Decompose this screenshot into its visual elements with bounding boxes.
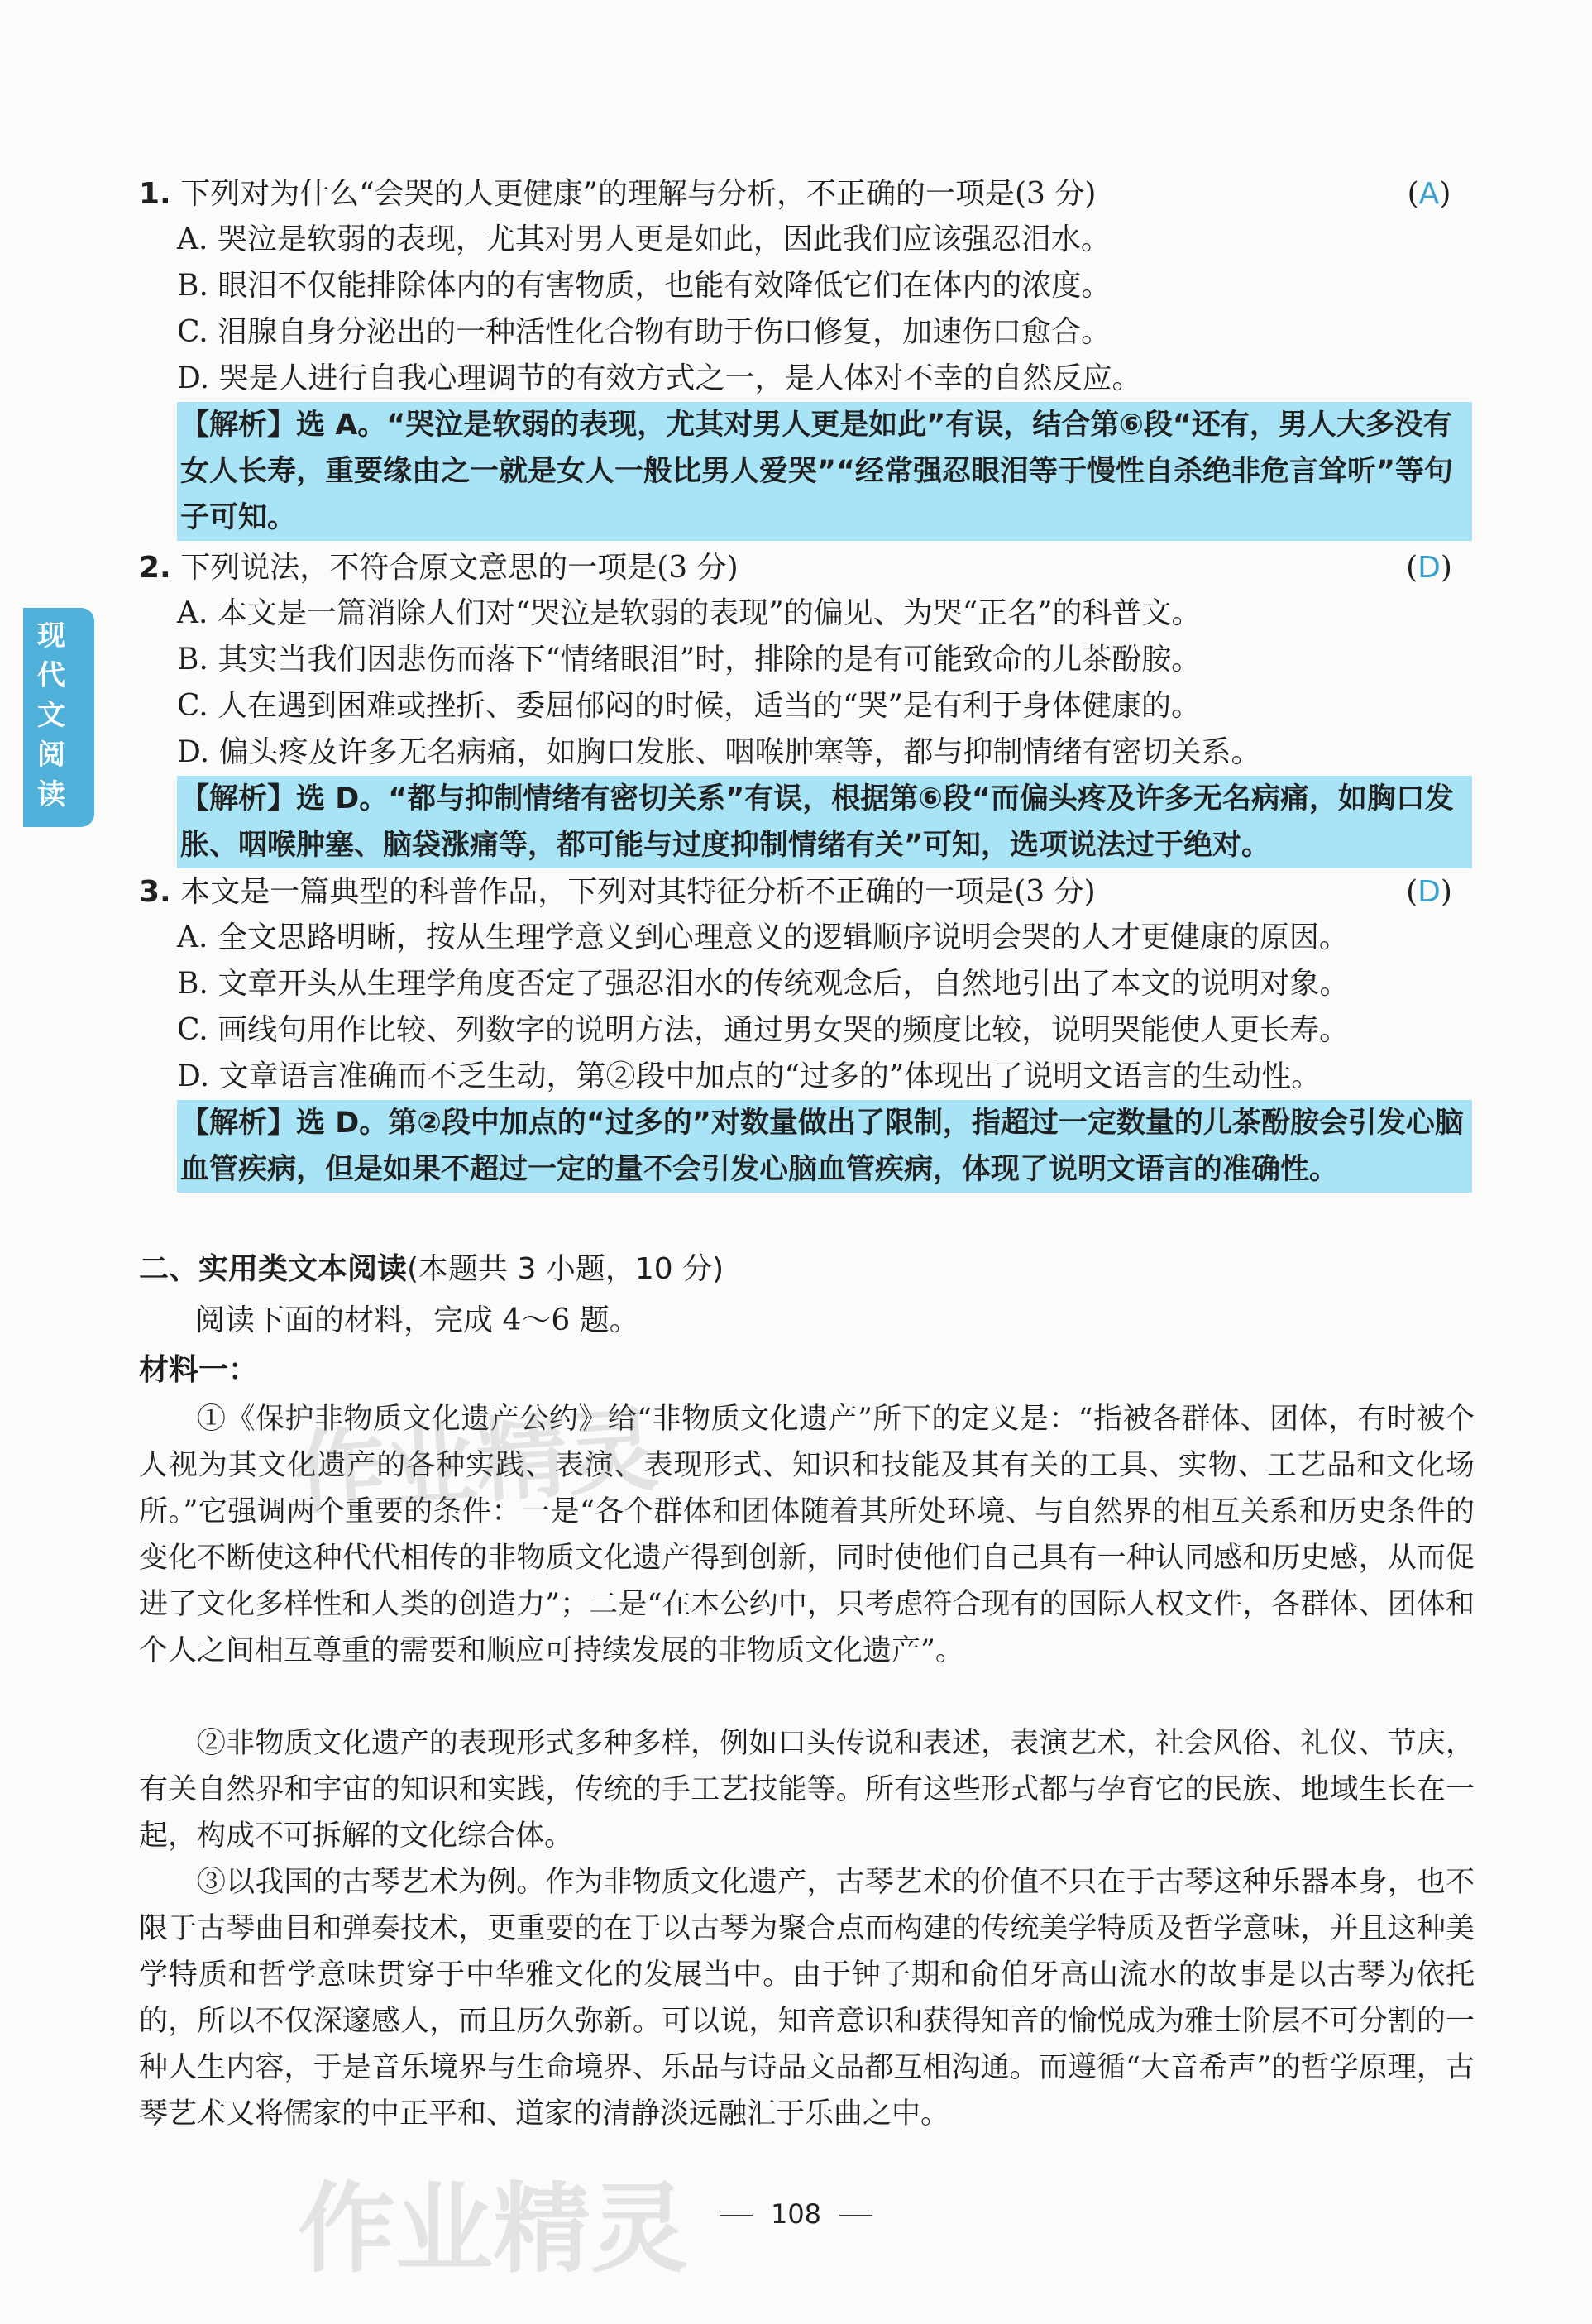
question-3 <box>139 870 1475 1193</box>
footer-dash <box>839 2215 872 2216</box>
paragraph-1: ①《保护非物质文化遗产公约》给“非物质文化遗产”所下的定义是：“指被各群体、团体，有时被个人视为其文化遗产的各种实践、表演、表现形式、知识和技能及其有关的工具、实物、工艺品和文化场所。”它强调两个重要的条件：一是“各个群体和团体随着其所处环境、与自然界的相互关系和历史条件的变化不断使这种代代相传的非物质文化遗产得到创新，同时使他们自己具有一种认同感和历史感，从而促进了文化多样性和人类的创造力”；二是“在本公约中，只考虑符合现有的国际人权文件，各群体、团体和个人之间相互尊重的需要和顺应可持续发展的非物质文化遗产”。 <box>139 1403 1475 1667</box>
question-stem <box>139 172 1475 217</box>
watermark: 作业精灵 <box>298 2172 689 2286</box>
analysis-text: 选 A。“哭泣是软弱的表现，尤其对男人更是如此”有误，结合第⑥段“还有，男人大多没有女人长寿，重要缘由之一就是女人一般比男人爱哭”“经常强忍眼泪等于慢性自杀绝非危言耸听”等句子可知。 <box>180 409 1454 534</box>
question-number: 1. <box>139 177 171 211</box>
analysis-label: 【解析】 <box>180 1107 297 1140</box>
side-tab-label: 现代文阅读 <box>37 619 65 811</box>
answer-letter: D <box>1418 875 1441 909</box>
option-b: B. 其实当我们因悲伤而落下“情绪眼泪”时，排除的是有可能致命的儿茶酚胺。 <box>177 643 1202 677</box>
option-a: A. 全文思路明晰，按从生理学意义到心理意义的逻辑顺序说明会哭的人才更健康的原因。 <box>177 921 1349 954</box>
watermark: 作业精灵 <box>290 1396 662 1528</box>
analysis-box <box>177 402 1472 541</box>
option-c: C. 画线句用作比较、列数字的说明方法，通过男女哭的频度比较，说明哭能使人更长寿。 <box>177 1013 1350 1047</box>
option-d: D. 文章语言准确而不乏生动，第②段中加点的“过多的”体现出了说明文语言的生动性。 <box>177 1059 1322 1093</box>
analysis-label: 【解析】 <box>180 782 297 815</box>
analysis-label: 【解析】 <box>180 409 297 442</box>
option-d: D. 偏头疼及许多无名病痛，如胸口发胀、咽喉肿塞等，都与抑制情绪有密切关系。 <box>177 735 1261 769</box>
answer-slot: (A) <box>1407 177 1451 211</box>
option-c: C. 泪腺自身分泌出的一种活性化合物有助于伤口修复，加速伤口愈合。 <box>177 315 1112 349</box>
question-text: 本文是一篇典型的科普作品，下列对其特征分析不正确的一项是(3 分) <box>180 875 1096 909</box>
question-1 <box>139 172 1475 541</box>
answer-slot: (D) <box>1406 875 1452 909</box>
option-c: C. 人在遇到困难或挫折、委屈郁闷的时候，适当的“哭”是有利于身体健康的。 <box>177 689 1201 723</box>
option-d: D. 哭是人进行自我心理调节的有效方式之一，是人体对不幸的自然反应。 <box>177 361 1142 395</box>
option-b: B. 文章开头从生理学角度否定了强忍泪水的传统观念后，自然地引出了本文的说明对象。 <box>177 967 1350 1001</box>
option-b: B. 眼泪不仅能排除体内的有害物质，也能有效降低它们在体内的浓度。 <box>177 269 1112 303</box>
analysis-box <box>177 1100 1472 1193</box>
section-subtitle: (本题共 3 小题，10 分) <box>407 1252 724 1286</box>
page-footer <box>0 2198 1592 2230</box>
analysis-box <box>177 776 1472 868</box>
question-stem <box>139 546 1475 591</box>
question-2 <box>139 546 1475 868</box>
paragraph-3: ③以我国的古琴艺术为例。作为非物质文化遗产，古琴艺术的价值不只在于古琴这种乐器本身，也不限于古琴曲目和弹奏技术，更重要的在于以古琴为聚合点而构建的传统美学特质及哲学意味，并且这种美学特质和哲学意味贯穿于中华雅文化的发展当中。由于钟子期和俞伯牙高山流水的故事是以古琴为依托的，所以不仅深邃感人，而且历久弥新。可以说，知音意识和获得知音的愉悦成为雅士阶层不可分割的一种人生内容，于是音乐境界与生命境界、乐品与诗品文品都互相沟通。而遵循“大音希声”的哲学原理，古琴艺术又将儒家的中正平和、道家的清静淡远融汇于乐曲之中。 <box>139 1866 1475 2130</box>
page-number: 108 <box>770 2198 822 2230</box>
answer-letter: A <box>1418 177 1440 211</box>
question-text: 下列说法，不符合原文意思的一项是(3 分) <box>180 551 739 585</box>
question-text: 下列对为什么“会哭的人更健康”的理解与分析，不正确的一项是(3 分) <box>180 177 1097 211</box>
option-a: A. 本文是一篇消除人们对“哭泣是软弱的表现”的偏见、为哭“正名”的科普文。 <box>177 596 1202 630</box>
paragraph-2: ②非物质文化遗产的表现形式多种多样，例如口头传说和表述，表演艺术，社会风俗、礼仪、节庆，有关自然界和宇宙的知识和实践，传统的手工艺技能等。所有这些形式都与孕育它的民族、地域生长在一起，构成不可拆解的文化综合体。 <box>139 1727 1475 1853</box>
analysis-text: 选 D。“都与抑制情绪有密切关系”有误，根据第⑥段“而偏头疼及许多无名病痛，如胸口发胀、咽喉肿塞、脑袋涨痛等，都可能与过度抑制情绪有关”可知，选项说法过于绝对。 <box>180 782 1454 862</box>
section-title <box>139 1247 724 1292</box>
section-instruction: 阅读下面的材料，完成 4～6 题。 <box>195 1303 639 1337</box>
material-label: 材料一： <box>139 1353 259 1387</box>
question-stem <box>139 870 1475 915</box>
option-a: A. 哭泣是软弱的表现，尤其对男人更是如此，因此我们应该强忍泪水。 <box>177 222 1111 256</box>
analysis-text: 选 D。第②段中加点的“过多的”对数量做出了限制，指超过一定数量的儿茶酚胺会引发心脑血管疾病，但是如果不超过一定的量不会引发心脑血管疾病，体现了说明文语言的准确性。 <box>180 1107 1464 1186</box>
answer-letter: D <box>1418 551 1441 585</box>
question-number: 2. <box>139 551 171 585</box>
question-number: 3. <box>139 875 171 909</box>
footer-dash <box>720 2215 753 2216</box>
answer-slot: (D) <box>1406 551 1452 585</box>
section-heading: 二、实用类文本阅读 <box>139 1252 408 1286</box>
